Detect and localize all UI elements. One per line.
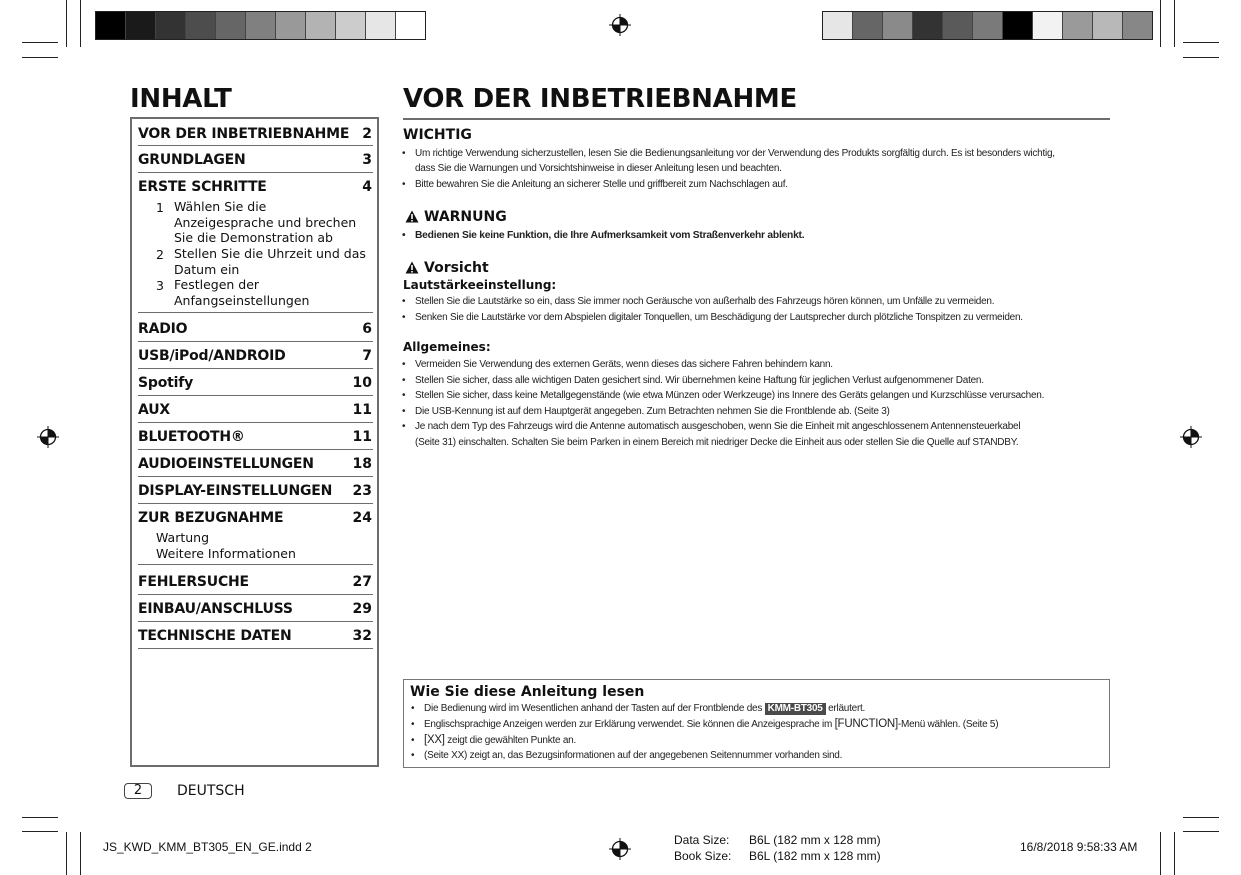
color-swatch bbox=[1093, 12, 1123, 39]
toc-subentry[interactable]: Wartung Weitere Informationen bbox=[156, 530, 296, 561]
color-swatch bbox=[336, 12, 366, 39]
color-swatch bbox=[186, 12, 216, 39]
color-swatch bbox=[853, 12, 883, 39]
crop-mark bbox=[1183, 42, 1219, 43]
toc-subentry[interactable]: Stellen Sie die Uhrzeit und das Datum ein bbox=[174, 246, 366, 277]
heading-rule bbox=[403, 118, 1110, 120]
bullet-item: • Die USB-Kennung ist auf dem Hauptgerät angegeben. Zum Betrachten nehmen Sie die Frontblende ab. (Seite 3) bbox=[402, 406, 890, 417]
slug-data-size-label: Data Size: bbox=[674, 833, 730, 847]
registration-mark-icon bbox=[609, 14, 631, 36]
crop-mark bbox=[1160, 832, 1161, 875]
color-swatch bbox=[96, 12, 126, 39]
bullet-continuation: (Seite 31) einschalten. Schalten Sie beim Parken in einem Bereich mit niedriger Decke die Einheit aus oder stellen Sie die Quelle auf STANDBY. bbox=[415, 437, 1019, 448]
color-swatch bbox=[276, 12, 306, 39]
color-swatch bbox=[246, 12, 276, 39]
vorsicht-title: Vorsicht bbox=[405, 260, 489, 276]
toc-heading: INHALT bbox=[130, 84, 232, 114]
color-swatch bbox=[1003, 12, 1033, 39]
color-swatch bbox=[1033, 12, 1063, 39]
crop-mark bbox=[1183, 817, 1219, 818]
crop-mark bbox=[22, 817, 58, 818]
color-swatch bbox=[1063, 12, 1093, 39]
toc-entry[interactable]: GRUNDLAGEN 3 bbox=[138, 147, 373, 173]
crop-mark bbox=[22, 57, 58, 58]
slug-data-size-value: B6L (182 mm x 128 mm) bbox=[749, 833, 881, 847]
bullet-item: • Bedienen Sie keine Funktion, die Ihre Aufmerksamkeit vom Straßenverkehr ablenkt. bbox=[402, 230, 805, 241]
slug-datetime: 16/8/2018 9:58:33 AM bbox=[1020, 840, 1138, 854]
bullet-item: • Stellen Sie sicher, dass alle wichtigen Daten gesichert sind. Wir übernehmen keine Haftung für jeglichen Verlust aufgenommener Daten. bbox=[402, 375, 984, 386]
color-swatch bbox=[366, 12, 396, 39]
wichtig-title: WICHTIG bbox=[403, 127, 472, 143]
crop-mark bbox=[1183, 57, 1219, 58]
page-number: 2 bbox=[124, 783, 152, 799]
crop-mark bbox=[1174, 832, 1175, 875]
bullet-item: • Um richtige Verwendung sicherzustellen, lesen Sie die Bedienungsanleitung vor der Verwendung des Produkts sorgfältig durch. Es ist besonders wichtig, bbox=[402, 148, 1055, 159]
color-swatch bbox=[823, 12, 853, 39]
color-swatch bbox=[973, 12, 1003, 39]
toc-entry[interactable]: VOR DER INBETRIEBNAHME 2 bbox=[138, 121, 373, 146]
crop-mark bbox=[66, 832, 67, 875]
bullet-item: • Je nach dem Typ des Fahrzeugs wird die Antenne automatisch ausgeschoben, wenn Sie die Einheit mit angeschlossenem Antennensteuerkabel bbox=[402, 421, 1021, 432]
color-swatch bbox=[306, 12, 336, 39]
bullet-item: • Bitte bewahren Sie die Anleitung an sicherer Stelle und griffbereit zum Nachschlagen auf. bbox=[402, 179, 788, 190]
toc-subentry[interactable]: Festlegen der Anfangseinstellungen bbox=[174, 277, 310, 308]
toc-entry[interactable]: Spotify 10 bbox=[138, 370, 373, 396]
bullet-continuation: dass Sie die Warnungen und Vorsichtshinweise in dieser Anleitung lesen und beachten. bbox=[415, 163, 782, 174]
bullet-item: • Die Bedienung wird im Wesentlichen anhand der Tasten auf der Frontblende des KMM-BT305 erläutert. bbox=[411, 703, 866, 714]
color-bar-right bbox=[822, 11, 1153, 40]
color-swatch bbox=[126, 12, 156, 39]
toc-entry[interactable]: FEHLERSUCHE 27 bbox=[138, 566, 373, 595]
bullet-item: • Stellen Sie sicher, dass keine Metallgegenstände (wie etwa Münzen oder Werkzeuge) ins Innere des Geräts gelangen und Kurzschlüsse verursachen. bbox=[402, 390, 1045, 401]
toc-entry[interactable]: DISPLAY-EINSTELLUNGEN 23 bbox=[138, 478, 373, 504]
bullet-item: • Senken Sie die Lautstärke vor dem Abspielen digitaler Tonquellen, um Beschädigung der Lautsprecher durch plötzliche Tonspitzen zu vermeiden. bbox=[402, 312, 1023, 323]
slug-book-size-label: Book Size: bbox=[674, 849, 732, 863]
color-swatch bbox=[216, 12, 246, 39]
toc-entry[interactable]: BLUETOOTH® 11 bbox=[138, 424, 373, 450]
crop-mark bbox=[1160, 0, 1161, 47]
warnung-title: WARNUNG bbox=[405, 209, 507, 225]
crop-mark bbox=[22, 831, 58, 832]
crop-mark bbox=[1174, 0, 1175, 47]
registration-mark-icon bbox=[1180, 426, 1202, 448]
toc-entry[interactable]: EINBAU/ANSCHLUSS 29 bbox=[138, 596, 373, 622]
crop-mark bbox=[22, 42, 58, 43]
howto-box bbox=[403, 679, 1110, 768]
model-badge: KMM-BT305 bbox=[765, 703, 826, 715]
slug-filename: JS_KWD_KMM_BT305_EN_GE.indd 2 bbox=[103, 840, 312, 854]
bullet-item: • (Seite XX) zeigt an, das Bezugsinformationen auf der angegebenen Seitennummer vorhanden sind. bbox=[411, 750, 843, 761]
lautstaerke-title: Lautstärkeeinstellung: bbox=[403, 278, 557, 292]
bullet-item: • Englischsprachige Anzeigen werden zur Erklärung verwendet. Sie können die Anzeigesprache im [FUNCTION]-Menü wählen. (Seite 5) bbox=[411, 718, 999, 730]
color-swatch bbox=[156, 12, 186, 39]
color-swatch bbox=[943, 12, 973, 39]
toc-box bbox=[130, 117, 379, 767]
toc-entry[interactable]: USB/iPod/ANDROID 7 bbox=[138, 343, 373, 369]
registration-mark-icon bbox=[37, 426, 59, 448]
bullet-item: • Stellen Sie die Lautstärke so ein, dass Sie immer noch Geräusche von außerhalb des Fahrzeugs hören können, um Unfälle zu vermeiden. bbox=[402, 296, 995, 307]
toc-entry[interactable]: AUX 11 bbox=[138, 397, 373, 423]
warning-triangle-icon bbox=[405, 210, 419, 223]
crop-mark bbox=[1183, 831, 1219, 832]
color-swatch bbox=[396, 12, 425, 39]
toc-entry[interactable]: ERSTE SCHRITTE 4 1 Wählen Sie die Anzeigesprache und brechen Sie die Demonstration ab 2 Stellen Sie die Uhrzeit und das Datum ein 3 Festlegen der Anfangseinstellungen bbox=[138, 174, 373, 313]
toc-entry[interactable]: ZUR BEZUGNAHME 24 Wartung Weitere Informationen bbox=[138, 505, 373, 565]
toc-entry[interactable]: TECHNISCHE DATEN 32 bbox=[138, 623, 373, 649]
toc-subentry[interactable]: Wählen Sie die Anzeigesprache und brechen Sie die Demonstration ab bbox=[174, 199, 357, 246]
main-heading: VOR DER INBETRIEBNAHME bbox=[403, 84, 797, 114]
toc-entry[interactable]: RADIO 6 bbox=[138, 314, 373, 342]
color-bar-left bbox=[95, 11, 426, 40]
language-label: DEUTSCH bbox=[177, 783, 245, 799]
crop-mark bbox=[80, 832, 81, 875]
slug-book-size-value: B6L (182 mm x 128 mm) bbox=[749, 849, 881, 863]
color-swatch bbox=[1123, 12, 1152, 39]
bullet-item: • Vermeiden Sie Verwendung des externen Geräts, wenn dieses das sichere Fahren behindern kann. bbox=[402, 359, 833, 370]
color-swatch bbox=[913, 12, 943, 39]
howto-title: Wie Sie diese Anleitung lesen bbox=[410, 684, 645, 700]
toc-entry[interactable]: AUDIOEINSTELLUNGEN 18 bbox=[138, 451, 373, 477]
bullet-item: • [XX] zeigt die gewählten Punkte an. bbox=[411, 734, 576, 746]
color-swatch bbox=[883, 12, 913, 39]
registration-mark-icon bbox=[609, 838, 631, 860]
crop-mark bbox=[66, 0, 67, 47]
warning-triangle-icon bbox=[405, 261, 419, 274]
crop-mark bbox=[80, 0, 81, 47]
allgemeines-title: Allgemeines: bbox=[403, 340, 491, 354]
